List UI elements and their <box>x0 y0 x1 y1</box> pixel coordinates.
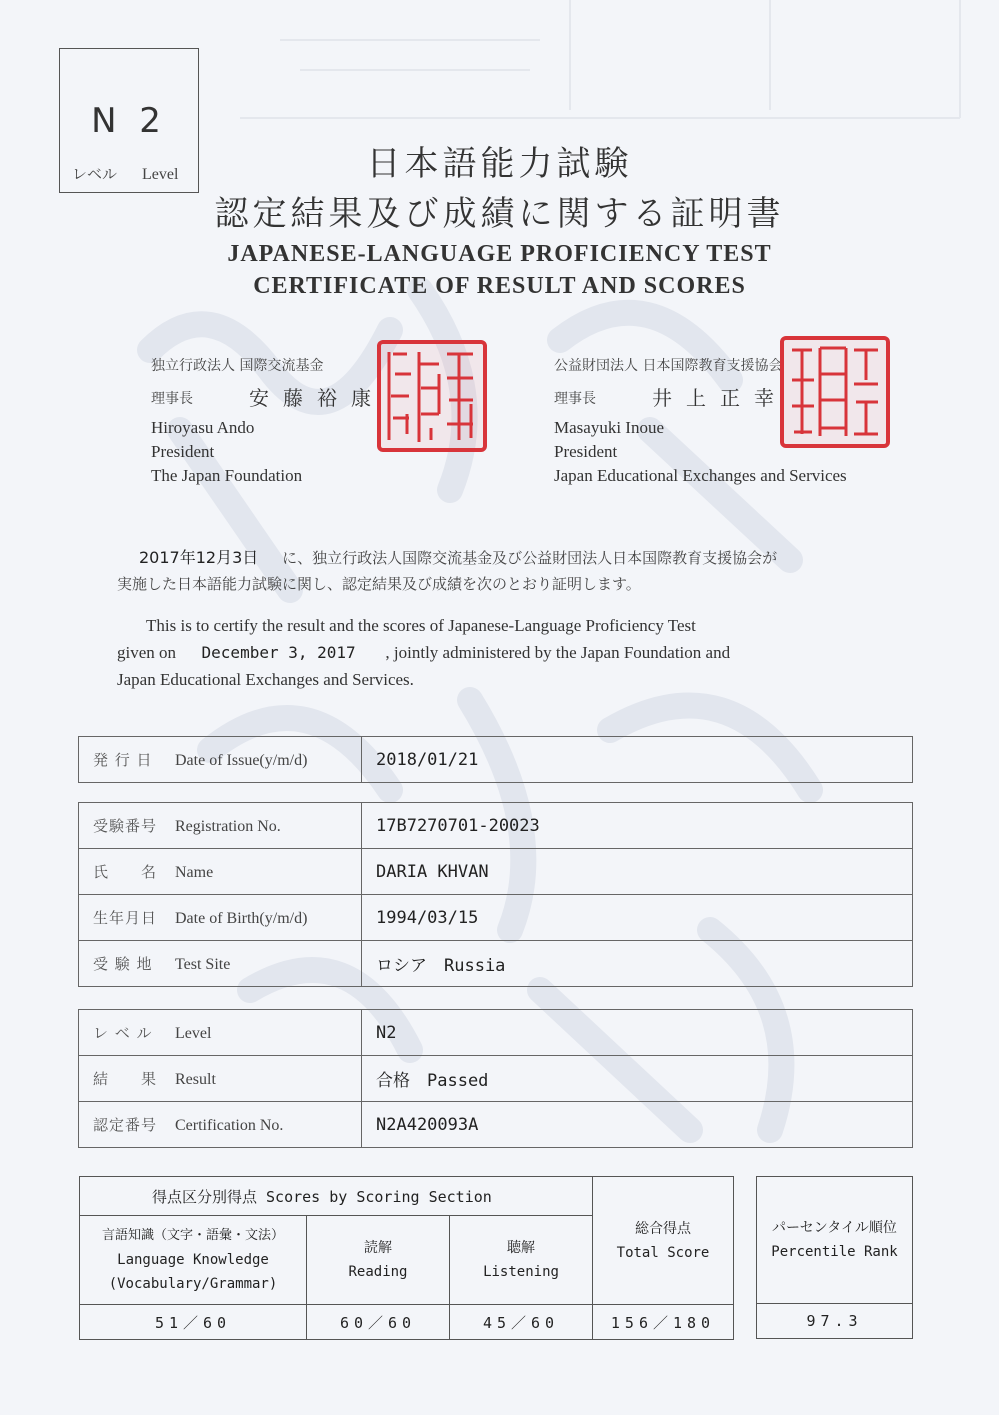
table-row <box>79 941 913 987</box>
statement-jp <box>117 545 897 597</box>
result-label-en: Result <box>175 1071 216 1088</box>
signatory-2-org-jp: 公益財団法人 日本国際教育支援協会 <box>554 358 783 374</box>
table-row <box>79 737 913 783</box>
table-row <box>757 1304 913 1339</box>
result-label-jp: 結 果 <box>93 1070 158 1088</box>
statement-jp-date: 2017年12月3日 <box>139 548 259 567</box>
issue-value: 2018/01/21 <box>376 749 479 770</box>
candidate-table <box>78 802 913 987</box>
test-site-value: ロシア Russia <box>376 956 506 976</box>
faint-reverse-print <box>240 0 980 130</box>
title-jp-line2: 認定結果及び成績に関する証明書 <box>214 194 785 234</box>
total-score-header <box>593 1177 734 1305</box>
table-row <box>79 895 913 941</box>
title-en-line1: JAPANESE-LANGUAGE PROFICIENCY TEST <box>227 241 772 267</box>
level-box-label-jp: レベル <box>72 165 118 183</box>
statement-en-line3: Japan Educational Exchanges and Services. <box>117 670 414 689</box>
statement-en-line1: This is to certify the result and the scores of Japanese-Language Proficiency Test <box>146 616 696 635</box>
signatory-2-title-en: President <box>554 442 618 461</box>
listening-score: 45／60 <box>482 1313 560 1332</box>
percentile-value: 97.3 <box>806 1312 863 1330</box>
registration-label-jp: 受験番号 <box>93 817 158 835</box>
level-value: N2 <box>376 1022 397 1043</box>
signatory-1-org-en: The Japan Foundation <box>151 466 303 485</box>
signatory-1-org-jp: 独立行政法人 国際交流基金 <box>151 358 324 374</box>
title-jp-line1: 日本語能力試験 <box>366 144 633 184</box>
name-value: DARIA KHVAN <box>376 861 489 882</box>
table-row <box>79 1010 913 1056</box>
table-row <box>79 1102 913 1148</box>
table-row <box>80 1305 734 1340</box>
seal-glyph-pattern <box>784 340 886 444</box>
level-label-en: Level <box>175 1025 212 1042</box>
language-knowledge-header-en2: (Vocabulary/Grammar) <box>108 1276 278 1292</box>
reading-score: 60／60 <box>339 1313 417 1332</box>
result-table <box>78 1009 913 1148</box>
seal-glyph-pattern <box>381 344 483 448</box>
language-knowledge-header-en1: Language Knowledge <box>117 1252 269 1268</box>
test-site-label-en: Test Site <box>175 956 231 973</box>
signatory-2-org-en: Japan Educational Exchanges and Services <box>554 466 847 485</box>
statement-en-date: December 3, 2017 <box>201 643 356 662</box>
registration-label-en: Registration No. <box>175 818 281 835</box>
level-label-jp: レ ベ ル <box>93 1024 153 1042</box>
signatory-1-name-jp: 安藤裕康 <box>249 386 385 410</box>
issue-label-jp: 発 行 日 <box>93 751 153 769</box>
total-score: 156／180 <box>610 1313 716 1332</box>
signatory-2-role-jp: 理事長 <box>554 391 596 407</box>
level-box-value: N 2 <box>91 101 167 141</box>
total-score-header-en: Total Score <box>616 1244 710 1261</box>
scores-table <box>79 1176 734 1340</box>
percentile-header-en: Percentile Rank <box>771 1244 898 1260</box>
signatory-2-name-en: Masayuki Inoue <box>554 418 665 437</box>
table-row <box>79 849 913 895</box>
scores-section-header: 得点区分別得点 Scores by Scoring Section <box>80 1177 593 1216</box>
statement-en-given-on: given on <box>117 643 177 662</box>
certification-label-jp: 認定番号 <box>93 1116 158 1134</box>
reading-header-en: Reading <box>348 1264 408 1280</box>
seal-japan-foundation <box>377 340 487 452</box>
signatory-1-role-jp: 理事長 <box>151 391 193 407</box>
birth-label-en: Date of Birth(y/m/d) <box>175 910 308 927</box>
statement-jp-line2: 実施した日本語能力試験に関し、認定結果及び成績を次のとおり証明します。 <box>117 575 641 593</box>
title-en-line2: CERTIFICATE OF RESULT AND SCORES <box>253 273 746 299</box>
name-label-en: Name <box>175 864 214 881</box>
signatory-1-title-en: President <box>151 442 215 461</box>
certification-label-en: Certification No. <box>175 1117 284 1134</box>
table-row <box>79 1056 913 1102</box>
percentile-table <box>756 1176 913 1339</box>
certification-value: N2A420093A <box>376 1114 479 1135</box>
percentile-header <box>757 1177 913 1304</box>
statement-en <box>117 612 877 693</box>
result-value: 合格 Passed <box>376 1071 489 1091</box>
table-row <box>757 1177 913 1304</box>
birth-value: 1994/03/15 <box>376 907 479 928</box>
issue-date-table <box>78 736 913 783</box>
test-site-label-jp: 受 験 地 <box>93 955 153 973</box>
signatory-2-name-jp: 井上正幸 <box>652 386 788 410</box>
reading-header <box>307 1216 450 1305</box>
language-knowledge-score: 51／60 <box>154 1313 232 1332</box>
language-knowledge-header-jp: 言語知識（文字・語彙・文法） <box>101 1228 284 1243</box>
total-score-header-jp: 総合得点 <box>635 1220 691 1237</box>
listening-header <box>450 1216 593 1305</box>
language-knowledge-header <box>80 1216 307 1305</box>
issue-label-en: Date of Issue(y/m/d) <box>175 752 308 769</box>
percentile-header-jp: パーセンタイル順位 <box>772 1220 897 1236</box>
listening-header-en: Listening <box>483 1264 559 1280</box>
registration-value: 17B7270701-20023 <box>376 815 540 836</box>
statement-en-line2-rest: , jointly administered by the Japan Foundation and <box>385 643 731 662</box>
table-row <box>80 1177 734 1216</box>
level-box-label-en: Level <box>142 166 179 183</box>
seal-jees <box>780 336 890 448</box>
reading-header-jp: 読解 <box>364 1240 392 1256</box>
signatory-1-name-en: Hiroyasu Ando <box>151 418 255 437</box>
table-row <box>79 803 913 849</box>
statement-jp-line1: に、独立行政法人国際交流基金及び公益財団法人日本国際教育支援協会が <box>282 549 778 567</box>
listening-header-jp: 聴解 <box>507 1240 535 1256</box>
name-label-jp: 氏 名 <box>93 863 158 881</box>
birth-label-jp: 生年月日 <box>93 909 158 927</box>
